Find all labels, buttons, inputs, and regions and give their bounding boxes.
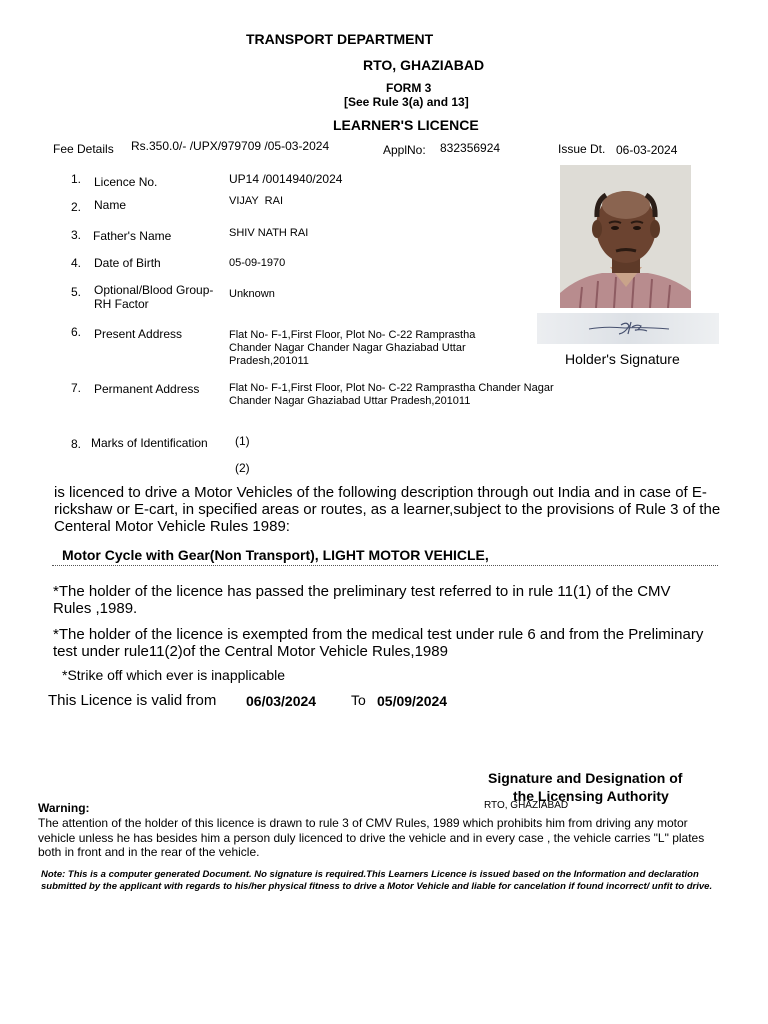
licence-number-value: UP14 /0014940/2024 [229, 172, 343, 186]
validity-label: This Licence is valid from [48, 692, 217, 709]
field-number: 7. [71, 381, 82, 395]
rule-reference: [See Rule 3(a) and 13] [344, 95, 469, 109]
field-number: 1. [71, 172, 82, 186]
field-number: 5. [71, 285, 82, 299]
issue-label: Issue Dt. [558, 142, 606, 156]
rto-title: RTO, GHAZIABAD [363, 57, 485, 73]
field-number: 3. [71, 228, 82, 242]
field-number: 6. [71, 325, 82, 339]
field-label: Present Address [94, 327, 183, 341]
name-value: VIJAY RAI [229, 195, 284, 207]
mark-1: (1) [235, 434, 250, 448]
department-title: TRANSPORT DEPARTMENT [246, 31, 434, 47]
note-preliminary-test: *The holder of the licence has passed the preliminary test referred to in rule 11(1) of the CMV Rules ,1989. [53, 583, 671, 617]
valid-from-date: 06/03/2024 [246, 693, 317, 709]
valid-to-label: To [351, 692, 366, 708]
fee-label: Fee Details [53, 142, 114, 156]
field-label: Name [94, 198, 127, 212]
field-label: Permanent Address [94, 382, 200, 396]
field-label: Father's Name [93, 229, 172, 243]
authority-office: RTO, GHAZIABAD [484, 800, 569, 811]
licence-description: is licenced to drive a Motor Vehicles of the following description through out India and in case of E-rickshaw or E-cart, in specified areas or routes, as a learner,subject to the provisions of Rule 3 of the Centeral Motor Vehicle Rules 1989: [54, 484, 721, 535]
note-strike-off: *Strike off which ever is inapplicable [62, 667, 286, 683]
holder-photo [560, 165, 691, 308]
field-label: Optional/Blood Group- RH Factor [94, 283, 214, 311]
note-medical-test: *The holder of the licence is exempted from the medical test under rule 6 and from the Preliminary test under rule11(2)of the Central Motor Vehicle Rules,1989 [53, 626, 704, 660]
warning-text: The attention of the holder of this licence is drawn to rule 3 of CMV Rules, 1989 which prohibits him from driving any motor vehicle unless he has besides him a person duly licenced to drive the vehicle and in every case , the vehicle carries "L" plates both in front and in the rear of the vehicle. [38, 816, 705, 859]
page-title: LEARNER'S LICENCE [333, 117, 479, 133]
field-label: Licence No. [94, 175, 158, 189]
portrait-image [560, 165, 691, 308]
valid-to-date: 05/09/2024 [377, 693, 448, 709]
present-address-value: Flat No- F-1,First Floor, Plot No- C-22 Ramprastha Chander Nagar Chander Nagar Ghaziabad Uttar Pradesh,201011 [229, 329, 476, 367]
warning-label: Warning: [38, 801, 90, 815]
field-label: Date of Birth [94, 256, 161, 270]
issue-value: 06-03-2024 [616, 143, 678, 157]
mark-2: (2) [235, 461, 250, 475]
appl-label: ApplNo: [383, 143, 426, 157]
blood-group-value: Unknown [229, 288, 275, 300]
fee-value: Rs.350.0/- /UPX/979709 /05-03-2024 [131, 139, 330, 153]
form-number: FORM 3 [386, 81, 432, 95]
authority-title-line2: the Licensing Authority [513, 788, 669, 804]
dob-value: 05-09-1970 [229, 257, 286, 269]
dotted-divider [52, 565, 718, 566]
permanent-address-value: Flat No- F-1,First Floor, Plot No- C-22 Ramprastha Chander Nagar Chander Nagar Ghaziabad Uttar Pradesh,201011 [229, 382, 554, 407]
computer-generated-note: Note: This is a computer generated Document. No signature is required.This Learners Licence is issued based on the Information and declaration submitted by the applicant with regards to his/her physical fitness to drive a Motor Vehicle and liable for cancelation if found incorrect/ unfit to drive. [41, 869, 713, 892]
signature-scribble [537, 313, 719, 344]
field-number: 2. [71, 200, 82, 214]
vehicle-classes: Motor Cycle with Gear(Non Transport), LIGHT MOTOR VEHICLE, [62, 547, 489, 563]
field-number: 8. [71, 437, 82, 451]
field-label: Marks of Identification [91, 436, 208, 450]
holder-signature-image [537, 313, 719, 344]
authority-title-line1: Signature and Designation of [488, 770, 683, 786]
holder-signature-label: Holder's Signature [565, 351, 680, 367]
appl-value: 832356924 [440, 141, 501, 155]
fathers-name-value: SHIV NATH RAI [229, 227, 309, 239]
field-number: 4. [71, 256, 82, 270]
